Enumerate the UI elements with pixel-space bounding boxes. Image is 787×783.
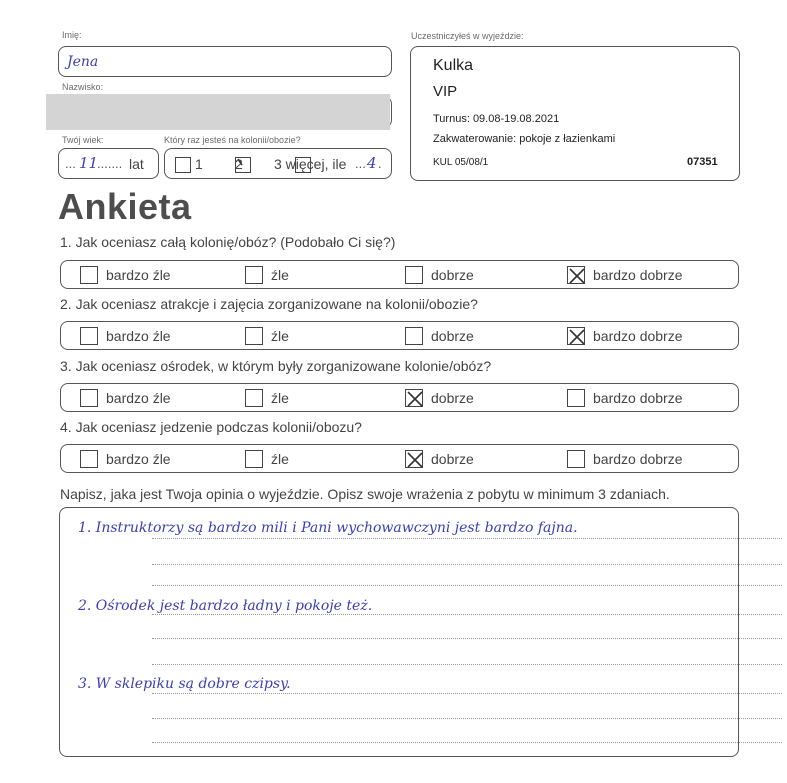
- participant-turnus: Turnus: 09.08-19.08.2021: [433, 113, 560, 125]
- question-4-option-2[interactable]: [245, 445, 289, 472]
- answer-label: bardzo źle: [106, 266, 171, 283]
- question-4-text: 4. Jak oceniasz jedzenie podczas kolonii/obozu?: [60, 419, 362, 435]
- question-2-option-2[interactable]: [245, 322, 289, 349]
- question-3-text: 3. Jak oceniasz ośrodek, w którym były zorganizowane kolonie/obóz?: [60, 358, 492, 374]
- answer-label: dobrze: [431, 266, 474, 283]
- answer-checkbox[interactable]: [567, 266, 585, 284]
- answer-checkbox[interactable]: [245, 327, 263, 345]
- nazwisko-label: Nazwisko:: [62, 82, 104, 92]
- answer-checkbox[interactable]: [405, 327, 423, 345]
- question-2-option-3[interactable]: [405, 322, 474, 349]
- wiek-unit: lat: [129, 156, 144, 172]
- answer-label: źle: [271, 266, 289, 283]
- answer-checkbox[interactable]: [80, 450, 98, 468]
- dotted-line: [152, 538, 782, 539]
- answer-checkbox[interactable]: [245, 266, 263, 284]
- question-3-option-4[interactable]: [567, 384, 683, 411]
- ktory-option-1: 1: [195, 156, 203, 172]
- wiek-label: Twój wiek:: [62, 135, 104, 145]
- opinion-line-3: 3. W sklepiku są dobre czipsy.: [78, 676, 291, 692]
- participant-label: Uczestniczyłeś w wyjeździe:: [411, 31, 524, 41]
- answer-checkbox[interactable]: [405, 389, 423, 407]
- ktory-checkbox-1[interactable]: [175, 157, 191, 173]
- answer-label: dobrze: [431, 389, 474, 406]
- page-title: Ankieta: [58, 186, 192, 227]
- answer-label: dobrze: [431, 327, 474, 344]
- answer-checkbox[interactable]: [80, 327, 98, 345]
- ktory-raz-label: Który raz jesteś na kolonii/obozie?: [164, 135, 301, 145]
- dotted-line: [152, 585, 782, 586]
- opinion-prompt: Napisz, jaka jest Twoja opinia o wyjeździe. Opisz swoje wrażenia z pobytu w minimum 3 zdaniach.: [60, 486, 670, 502]
- question-1-option-4[interactable]: [567, 261, 683, 288]
- question-3-option-1[interactable]: [80, 384, 171, 411]
- answer-label: bardzo dobrze: [593, 327, 683, 344]
- participant-number: 07351: [687, 156, 718, 168]
- question-3-answers: [60, 383, 739, 412]
- x-mark-icon: [566, 326, 588, 348]
- wiek-field[interactable]: [58, 148, 159, 179]
- wiek-value: 11: [79, 154, 99, 172]
- question-1-text: 1. Jak oceniasz całą kolonię/obóz? (Podobało Ci się?): [60, 234, 396, 250]
- answer-label: bardzo dobrze: [593, 389, 683, 406]
- answer-label: bardzo źle: [106, 450, 171, 467]
- participant-name: Kulka: [433, 57, 474, 74]
- question-1-option-2[interactable]: [245, 261, 289, 288]
- imie-value: Jena: [67, 54, 99, 70]
- question-4-option-4[interactable]: [567, 445, 683, 472]
- ile-dots-before: ...: [355, 156, 366, 171]
- x-mark-icon: [404, 388, 426, 410]
- answer-label: źle: [271, 450, 289, 467]
- dotted-line: [152, 693, 782, 694]
- question-4-answers: [60, 444, 739, 473]
- question-1-option-3[interactable]: [405, 261, 474, 288]
- answer-label: dobrze: [431, 450, 474, 467]
- question-4-option-3[interactable]: [405, 445, 474, 472]
- answer-checkbox[interactable]: [567, 389, 585, 407]
- wiek-dots-after: .......: [97, 156, 123, 171]
- ktory-raz-field: [164, 148, 392, 179]
- answer-checkbox[interactable]: [245, 450, 263, 468]
- question-1-answers: [60, 260, 739, 289]
- dotted-line: [152, 614, 782, 615]
- answer-checkbox[interactable]: [245, 389, 263, 407]
- question-3-option-2[interactable]: [245, 384, 289, 411]
- participant-card: [410, 46, 740, 181]
- answer-checkbox[interactable]: [80, 389, 98, 407]
- opinion-line-2: 2. Ośrodek jest bardzo ładny i pokoje też.: [78, 598, 373, 614]
- answer-checkbox[interactable]: [567, 450, 585, 468]
- answer-checkbox[interactable]: [405, 266, 423, 284]
- answer-label: źle: [271, 327, 289, 344]
- participant-package: VIP: [433, 83, 458, 100]
- dotted-line: [152, 638, 782, 639]
- participant-zakwaterowanie: Zakwaterowanie: pokoje z łazienkami: [433, 133, 616, 145]
- answer-label: bardzo źle: [106, 327, 171, 344]
- question-1-option-1[interactable]: [80, 261, 171, 288]
- imie-label: Imię:: [62, 30, 82, 40]
- question-2-text: 2. Jak oceniasz atrakcje i zajęcia zorganizowane na kolonii/obozie?: [60, 296, 478, 312]
- dotted-line: [152, 718, 782, 719]
- ktory-option-3: 3 więcej, ile: [274, 156, 347, 172]
- dotted-line: [152, 664, 782, 665]
- dotted-line: [152, 564, 782, 565]
- answer-checkbox[interactable]: [567, 327, 585, 345]
- ktory-option-2: 2: [235, 156, 243, 172]
- answer-label: bardzo dobrze: [593, 266, 683, 283]
- x-mark-icon: [404, 449, 426, 471]
- wiek-dots-before: ...: [65, 156, 76, 171]
- answer-label: bardzo dobrze: [593, 450, 683, 467]
- participant-code: KUL 05/08/1: [433, 157, 489, 168]
- imie-field[interactable]: [58, 46, 392, 77]
- redaction-block: [46, 94, 390, 130]
- question-4-option-1[interactable]: [80, 445, 171, 472]
- dotted-line: [152, 742, 782, 743]
- ile-value: 4: [367, 154, 377, 172]
- x-mark-icon: [566, 265, 588, 287]
- opinion-line-1: 1. Instruktorzy są bardzo mili i Pani wychowawczyni jest bardzo fajna.: [78, 520, 578, 536]
- opinion-textarea[interactable]: [59, 507, 739, 757]
- answer-label: źle: [271, 389, 289, 406]
- answer-checkbox[interactable]: [80, 266, 98, 284]
- question-2-option-4[interactable]: [567, 322, 683, 349]
- ile-dots-after: .: [378, 156, 382, 171]
- answer-checkbox[interactable]: [405, 450, 423, 468]
- question-3-option-3[interactable]: [405, 384, 474, 411]
- question-2-answers: [60, 321, 739, 350]
- answer-label: bardzo źle: [106, 389, 171, 406]
- question-2-option-1[interactable]: [80, 322, 171, 349]
